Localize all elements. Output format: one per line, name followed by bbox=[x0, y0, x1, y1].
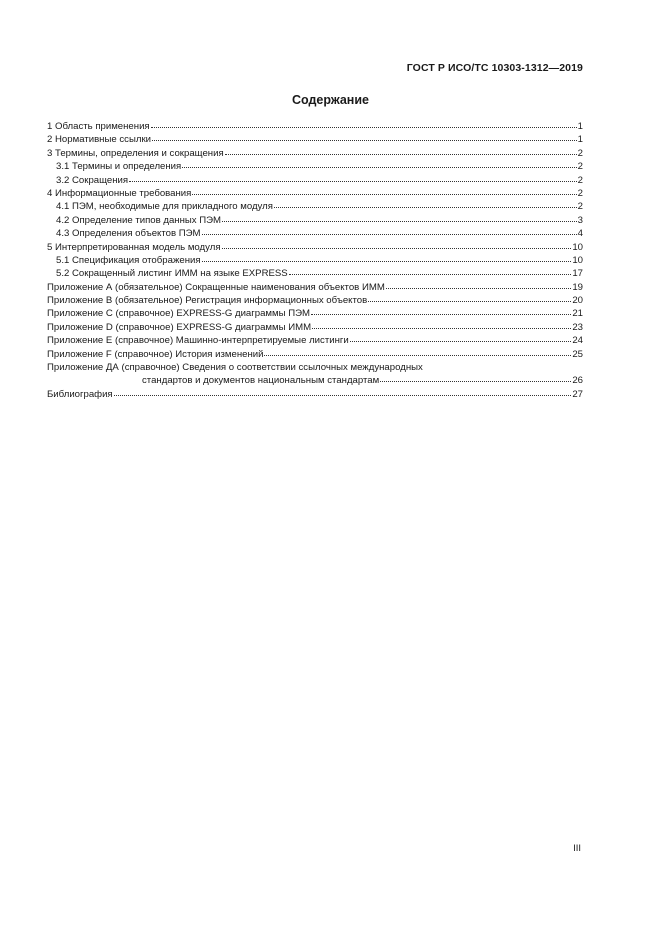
toc-entry-page: 2 bbox=[577, 147, 583, 159]
toc-entry-page: 10 bbox=[572, 254, 583, 266]
toc-entry-page: 2 bbox=[577, 174, 583, 186]
toc-entry[interactable] bbox=[47, 334, 583, 347]
toc-leader-dots bbox=[129, 173, 577, 182]
toc-entry-page: 2 bbox=[577, 161, 583, 173]
toc-entry-page: 27 bbox=[572, 388, 583, 400]
toc-entry[interactable] bbox=[47, 321, 583, 334]
toc-leader-dots bbox=[225, 146, 577, 155]
toc-leader-dots bbox=[202, 226, 577, 235]
toc-entry-page: 19 bbox=[572, 281, 583, 293]
toc-leader-dots bbox=[202, 253, 572, 262]
toc-entry-page: 2 bbox=[577, 187, 583, 199]
toc-entry-label: Приложение D (справочное) EXPRESS-G диаграммы ИММ bbox=[47, 321, 312, 333]
toc-leader-dots bbox=[386, 280, 572, 289]
toc-entry[interactable] bbox=[47, 267, 583, 280]
toc-entry[interactable] bbox=[47, 160, 583, 173]
toc-leader-dots bbox=[380, 373, 571, 382]
toc-entry-label: 4 Информационные требования bbox=[47, 187, 192, 199]
toc-entry-page: 25 bbox=[572, 348, 583, 360]
toc-entry-label: Приложение А (обязательное) Сокращенные наименования объектов ИММ bbox=[47, 281, 385, 293]
toc-entry-label: 3 Термины, определения и сокращения bbox=[47, 147, 224, 159]
table-of-contents bbox=[47, 120, 583, 401]
toc-entry-label: 5.2 Сокращенный листинг ИММ на языке EXPRESS bbox=[56, 268, 288, 280]
toc-entry[interactable] bbox=[47, 174, 583, 187]
toc-entry-label: Приложение ДА (справочное) Сведения о соответствии ссылочных международных bbox=[47, 362, 423, 374]
toc-leader-dots bbox=[368, 293, 571, 302]
toc-entry-label: 5 Интерпретированная модель модуля bbox=[47, 241, 221, 253]
toc-leader-dots bbox=[274, 199, 577, 208]
toc-entry[interactable] bbox=[47, 307, 583, 320]
toc-leader-dots bbox=[289, 266, 572, 275]
toc-leader-dots bbox=[350, 333, 572, 342]
toc-entry-label: Библиография bbox=[47, 388, 113, 400]
toc-leader-dots bbox=[311, 306, 571, 315]
toc-leader-dots bbox=[182, 159, 576, 168]
toc-entry-label: 4.2 Определение типов данных ПЭМ bbox=[56, 214, 222, 226]
toc-entry-page: 26 bbox=[572, 375, 583, 387]
toc-entry[interactable] bbox=[47, 294, 583, 307]
toc-entry-label: 4.1 ПЭМ, необходимые для прикладного модуля bbox=[56, 201, 273, 213]
toc-entry-appendix-da-continued[interactable] bbox=[47, 374, 583, 387]
toc-entry-label: Приложение В (обязательное) Регистрация информационных объектов bbox=[47, 295, 368, 307]
toc-entry-label: 3.2 Сокращения bbox=[56, 174, 129, 186]
toc-entry-label: 4.3 Определения объектов ПЭМ bbox=[56, 228, 201, 240]
toc-entry-label: Приложение F (справочное) История изменений bbox=[47, 348, 264, 360]
page-number: III bbox=[573, 843, 581, 854]
toc-entry[interactable] bbox=[47, 187, 583, 200]
toc-entry-page: 1 bbox=[577, 121, 583, 132]
toc-leader-dots bbox=[312, 320, 571, 329]
toc-entry-label: 5.1 Спецификация отображения bbox=[56, 254, 201, 266]
toc-entry-page: 4 bbox=[577, 228, 583, 240]
toc-leader-dots bbox=[222, 213, 577, 222]
toc-entry[interactable] bbox=[47, 214, 583, 227]
toc-entry[interactable] bbox=[47, 281, 583, 294]
toc-leader-dots bbox=[192, 186, 576, 195]
toc-entry-page: 21 bbox=[572, 308, 583, 320]
toc-entry-page: 17 bbox=[572, 268, 583, 280]
toc-entry-label: Приложение Е (справочное) Машинно-интерпретируемые листинги bbox=[47, 335, 349, 347]
toc-entry-page: 24 bbox=[572, 335, 583, 347]
toc-leader-dots bbox=[264, 347, 571, 356]
toc-leader-dots bbox=[114, 387, 572, 396]
toc-entry-appendix-da[interactable] bbox=[47, 361, 583, 374]
toc-entry[interactable] bbox=[47, 241, 583, 254]
toc-entry-page: 2 bbox=[577, 201, 583, 213]
toc-entry[interactable] bbox=[47, 254, 583, 267]
toc-entry-page: 23 bbox=[572, 321, 583, 333]
toc-entry-label: Приложение С (справочное) EXPRESS-G диаграммы ПЭМ bbox=[47, 308, 310, 320]
toc-entry-page: 20 bbox=[572, 295, 583, 307]
toc-entry[interactable] bbox=[47, 147, 583, 160]
toc-title: Содержание bbox=[291, 93, 369, 107]
toc-entry[interactable] bbox=[47, 133, 583, 146]
toc-entry[interactable] bbox=[47, 120, 583, 133]
toc-entry-page: 3 bbox=[577, 214, 583, 226]
toc-leader-dots bbox=[151, 119, 577, 128]
toc-leader-dots bbox=[222, 240, 572, 249]
toc-entry-label: 2 Нормативные ссылки bbox=[47, 134, 152, 146]
toc-entry-page: 10 bbox=[572, 241, 583, 253]
toc-entry[interactable] bbox=[47, 227, 583, 240]
toc-entry-label: стандартов и документов национальным стандартам bbox=[142, 375, 380, 387]
document-code: ГОСТ Р ИСО/ТС 10303-1312—2019 bbox=[406, 62, 583, 74]
toc-leader-dots bbox=[152, 132, 577, 141]
toc-entry-label: 3.1 Термины и определения bbox=[56, 161, 182, 173]
toc-entry-page: 1 bbox=[577, 134, 583, 146]
toc-entry[interactable] bbox=[47, 200, 583, 213]
toc-entry-label: 1 Область применения bbox=[47, 121, 150, 132]
toc-entry[interactable] bbox=[47, 348, 583, 361]
toc-entry-bibliography[interactable] bbox=[47, 388, 583, 401]
